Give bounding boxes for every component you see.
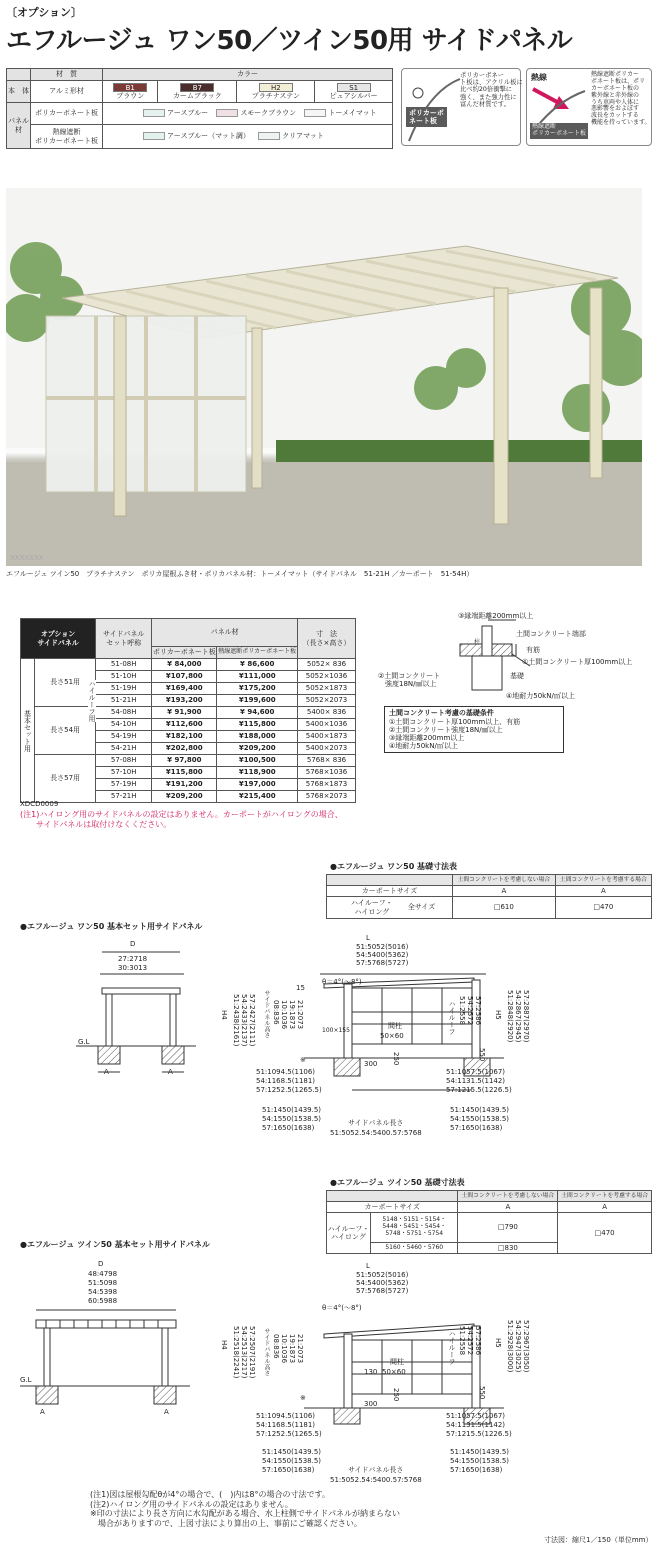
d2-H4v2: 54:2513(2217) (240, 1326, 249, 1379)
dimension: 5768×2073 (298, 791, 356, 803)
header-kicker: 〔オプション〕 (6, 6, 83, 19)
carport-illustration (6, 188, 642, 566)
base1-a2: A (555, 886, 651, 897)
base1-table (326, 874, 652, 919)
price-row (21, 755, 356, 767)
base1-v2: □470 (555, 897, 651, 919)
material-aluminum: アルミ形材 (31, 81, 103, 103)
d1-title: ●エフルージュ ワン50 基本セット用サイドパネル (20, 922, 203, 931)
d2-L2: 54:5400(5362) (356, 1279, 409, 1287)
d2-H4v1: 51:2518(2241) (232, 1326, 241, 1379)
d2-sv4: 21:2073 (296, 1334, 305, 1364)
base2-type: ハイルーフ・ ハイロング (327, 1213, 371, 1254)
price-heat: ¥100,500 (217, 755, 298, 767)
d1-theta: θ＝4°(〜8°) (322, 978, 362, 986)
color-h2: H2 プラチナステン (237, 81, 315, 103)
d1-H5: H5 (494, 1010, 503, 1020)
d1-hrv3: 57:2586 (474, 996, 483, 1026)
group-label: 長さ57用 (35, 755, 96, 803)
found-edge: ③縁端距離200mm以上 (458, 612, 534, 620)
d1-star: ※ (300, 1056, 306, 1064)
base1-v1: □610 (453, 897, 556, 919)
d2-H4: H4 (220, 1340, 229, 1350)
heat-badge: 熱線遮断 ポリカーボネート板 (532, 123, 586, 137)
base2-a1: A (458, 1202, 558, 1213)
d1-lb3: 57:1252.5(1265.5) (256, 1086, 322, 1094)
d1-lb1: 51:1094.5(1106) (256, 1068, 316, 1076)
found-strength: ②土間コンクリート 強度18N/㎟以上 (378, 672, 441, 689)
found-thick: ①土間コンクリート厚100mm以上 (522, 658, 633, 666)
d2-post: 間柱 (390, 1358, 404, 1366)
price-code: XDCD0009 (20, 800, 59, 808)
d1-gl: G.L (78, 1038, 90, 1046)
scale-note: 寸法図：縮尺1／150（単位mm） (544, 1536, 653, 1544)
price-heat: ¥118,900 (217, 767, 298, 779)
base2-s2: 5160・5460・5760 (371, 1243, 458, 1254)
d2-rb2: 54:1131.5(1142) (446, 1421, 506, 1429)
d2-H4v3: 57:2507(2191) (248, 1326, 257, 1379)
d1-rb2: 54:1131.5(1142) (446, 1077, 506, 1085)
d1-box: 100×155 (322, 1027, 350, 1034)
poly-options: アースブルー スモークブラウン トーメイマット (103, 103, 393, 125)
cond-3: ③縁端距離200mm以上 (389, 734, 465, 743)
d1-H5v3: 57:2887(2970) (522, 990, 531, 1043)
material-heat-1: 熱線遮断 (52, 128, 81, 137)
d2-front-view (20, 1306, 190, 1416)
info-poly-box (401, 68, 521, 146)
base1-h1: 土間コンクリートを考慮しない場合 (453, 875, 556, 886)
dimension: 5052× 836 (298, 659, 356, 671)
d1-lc1: 51:1450(1439.5) (262, 1106, 322, 1114)
base1-title: ●エフルージュ ワン50 基礎寸法表 (330, 862, 458, 871)
d1-H4v3: 57:2427(2111) (248, 994, 257, 1047)
cond-1: ①土間コンクリート厚100mm以上、有筋 (389, 718, 521, 727)
d2-hrv3: 57:2586 (474, 1326, 483, 1356)
price-note: (注1)ハイロング用のサイドパネルの設定はありません。カーポートがハイロングの場合、 サイドパネルは取付けなくください。 (20, 810, 343, 829)
price-poly: ¥115,800 (152, 767, 217, 779)
price-heat: ¥111,000 (217, 671, 298, 683)
row-panel: パネル材 (7, 103, 31, 149)
set-code: 51-19H (96, 683, 152, 695)
d1-a-right: A (168, 1068, 173, 1076)
material-poly: ポリカーボネート板 (31, 103, 103, 125)
col-poly: ポリカーボネート板 (152, 647, 217, 659)
foundation-diagram (370, 612, 652, 766)
base2-v2: □830 (458, 1243, 558, 1254)
d1-300: 300 (364, 1060, 378, 1068)
price-poly: ¥193,200 (152, 695, 217, 707)
col-material: 材 質 (31, 69, 103, 81)
d1-d2: 30:3013 (118, 964, 148, 972)
d1-H5v1: 51:2848(2920) (506, 990, 515, 1043)
material-heat-2: ポリカーボネート板 (35, 136, 98, 145)
d2-hr: ハイルーフ (448, 1330, 457, 1365)
base2-title: ●エフルージュ ツイン50 基礎寸法表 (330, 1178, 465, 1187)
d1-L1: 51:5052(5016) (356, 943, 409, 951)
note-2: (注2)ハイロング用のサイドパネルの設定はありません。 (90, 1499, 293, 1509)
set-code: 54-21H (96, 743, 152, 755)
d1-H4v1: 51:2438(2161) (232, 994, 241, 1047)
d2-L: L (366, 1262, 370, 1270)
d1-L: L (366, 934, 370, 942)
base2-v3: □470 (558, 1213, 652, 1254)
base2-s1: 5148・5151・5154・ 5448・5451・5454・ 5748・5751・5754 (371, 1213, 458, 1243)
d1-15: 15 (296, 984, 305, 992)
price-heat: ¥175,200 (217, 683, 298, 695)
price-heat: ¥ 94,600 (217, 707, 298, 719)
col-color: カラー (103, 69, 393, 81)
d2-H5: H5 (494, 1338, 503, 1348)
dimension: 5052×1873 (298, 683, 356, 695)
d2-star: ※ (300, 1394, 306, 1402)
group-label: 長さ51用 (35, 659, 96, 707)
price-row (21, 707, 356, 719)
d1-postv: 50×60 (380, 1032, 404, 1040)
d2-rc3: 57:1650(1638) (450, 1466, 503, 1474)
price-poly: ¥191,200 (152, 779, 217, 791)
photo-caption: エフルージュ ツイン50 プラチナステン ポリカ屋根ふき材・ポリカパネル材：トーメイマット（サイドパネル 51-21H ／カーポート 51-54H） (6, 570, 474, 578)
dimension: 5052×1036 (298, 671, 356, 683)
d2-title: ●エフルージュ ツイン50 基本セット用サイドパネル (20, 1240, 210, 1249)
d1-550: 550 (478, 1048, 487, 1062)
d2-H5v1: 51:2928(3000) (506, 1320, 515, 1373)
price-poly: ¥ 97,800 (152, 755, 217, 767)
dimension: 5052×2073 (298, 695, 356, 707)
d2-postv: 50×60 (382, 1368, 406, 1376)
d1-sv1: 08:836 (272, 1000, 281, 1025)
d2-lc2: 54:1550(1538.5) (262, 1457, 322, 1465)
d2-550: 550 (478, 1386, 487, 1400)
d2-gl: G.L (20, 1376, 32, 1384)
col-option: オプション サイドパネル (21, 619, 96, 659)
cond-4: ④地耐力50kN/㎡以上 (389, 742, 458, 751)
d1-sl: サイドパネル長さ (348, 1119, 404, 1127)
col-set: サイドパネル セット呼称 (96, 619, 152, 659)
price-poly: ¥ 84,000 (152, 659, 217, 671)
d2-rc1: 51:1450(1439.5) (450, 1448, 510, 1456)
d2-lc3: 57:1650(1638) (262, 1466, 315, 1474)
base1-all: 全サイズ (407, 903, 436, 912)
d2-box: 130 (364, 1368, 378, 1376)
d1-d1: 27:2718 (118, 955, 148, 963)
price-poly: ¥ 91,900 (152, 707, 217, 719)
heat-info-text: 熱線遮断ポリカー ボネート板は、ポリ カーボネート板の 紫外線と赤外線の うち車両や人体に 悪影響をおよぼす 波長をカットする 機能を持っています。 (591, 71, 651, 127)
poly-info-text: ポリカーボネー ト板は、アクリル板に 比べ約20倍衝撃に 強く、また強力性に 富んだ材質です。 (460, 72, 523, 108)
d1-hrv1: 51:2558 (458, 996, 467, 1026)
price-row (21, 659, 356, 671)
d1-hrv2: 54:2572 (466, 996, 475, 1026)
high-roof-label: ハイルーフ用 (88, 680, 97, 722)
d2-sv1: 08:836 (272, 1334, 281, 1359)
col-panel: パネル材 (152, 619, 298, 647)
d2-d3: 54:5398 (88, 1288, 118, 1296)
dimension: 5768×1036 (298, 767, 356, 779)
d2-hrv2: 54:2572 (466, 1326, 475, 1356)
col-heat: 熱線遮断ポリカーボネート板 (217, 647, 298, 659)
product-photo (6, 188, 642, 566)
footer-notes (90, 1490, 540, 1528)
d1-rc1: 51:1450(1439.5) (450, 1106, 510, 1114)
d1-D: D (130, 940, 136, 948)
found-base: 基礎 (510, 672, 524, 680)
group-label: 長さ54用 (35, 707, 96, 755)
d1-lc2: 54:1550(1538.5) (262, 1115, 322, 1123)
d1-sv2: 10:1036 (280, 1000, 289, 1030)
found-end: 土間コンクリート端部 (516, 630, 586, 638)
d2-lb1: 51:1094.5(1106) (256, 1412, 316, 1420)
set-code: 54-08H (96, 707, 152, 719)
price-heat: ¥215,400 (217, 791, 298, 803)
d2-a-right: A (164, 1408, 169, 1416)
set-code: 57-08H (96, 755, 152, 767)
base-set-label: 基本セット用 (21, 659, 35, 803)
price-poly: ¥209,200 (152, 791, 217, 803)
cond-title: 土間コンクリート考慮の基礎条件 (389, 709, 494, 717)
set-code: 51-08H (96, 659, 152, 671)
price-poly: ¥169,400 (152, 683, 217, 695)
base2-h2: 土間コンクリートを考慮する場合 (558, 1191, 652, 1202)
info-heat-box (526, 68, 652, 146)
price-heat: ¥209,200 (217, 743, 298, 755)
d1-H5v2: 54:2867(2945) (514, 990, 523, 1043)
note-1: (注1)図は屋根勾配θが4°の場合で、( )内は8°の場合の寸法です。 (90, 1490, 330, 1499)
poly-badge: ポリカーボ ネート板 (406, 107, 447, 127)
d1-a-left: A (104, 1068, 109, 1076)
base1-h2: 土間コンクリートを考慮する場合 (555, 875, 651, 886)
price-poly: ¥182,100 (152, 731, 217, 743)
price-poly: ¥112,600 (152, 719, 217, 731)
d2-theta: θ＝4°(〜8°) (322, 1304, 362, 1312)
heat-label: 熱線 (531, 73, 547, 82)
base2-h1: 土間コンクリートを考慮しない場合 (458, 1191, 558, 1202)
d2-lb3: 57:1252.5(1265.5) (256, 1430, 322, 1438)
set-code: 51-10H (96, 671, 152, 683)
d1-L2: 54:5400(5362) (356, 951, 409, 959)
d2-300: 300 (364, 1400, 378, 1408)
dimension: 5768× 836 (298, 755, 356, 767)
price-heat: ¥115,800 (217, 719, 298, 731)
set-code: 57-21H (96, 791, 152, 803)
d2-d4: 60:5988 (88, 1297, 118, 1305)
d2-sv2: 10:1036 (280, 1334, 289, 1364)
price-poly: ¥202,800 (152, 743, 217, 755)
d1-lb2: 54:1168.5(1181) (256, 1077, 316, 1085)
base1-a1: A (453, 886, 556, 897)
d1-L3: 57:5768(5727) (356, 959, 409, 967)
d2-L3: 57:5768(5727) (356, 1287, 409, 1295)
color-b1: B1 ブラウン (103, 81, 158, 103)
d1-250: 250 (392, 1052, 401, 1066)
found-bar: 有筋 (526, 646, 540, 654)
base2-v1: □790 (458, 1213, 558, 1243)
found-soil: ④地耐力50kN/㎡以上 (506, 692, 575, 700)
d1-hr: ハイルーフ (448, 1000, 457, 1035)
row-body: 本 体 (7, 81, 31, 103)
d2-slv: 51:5052.54:5400.57:5768 (330, 1476, 422, 1484)
price-heat: ¥197,000 (217, 779, 298, 791)
d2-rb1: 51:1057.5(1067) (446, 1412, 506, 1420)
color-s1: S1 ピュアシルバー (315, 81, 393, 103)
base1-size: カーポートサイズ (327, 886, 453, 897)
d2-d2: 51:5098 (88, 1279, 118, 1287)
note-4: 場合がありますので、上図寸法により算出の上、事前にご確認ください。 (90, 1518, 362, 1528)
d2-lc1: 51:1450(1439.5) (262, 1448, 322, 1456)
set-code: 54-10H (96, 719, 152, 731)
price-table (20, 618, 356, 803)
d1-post: 間柱 (388, 1022, 402, 1030)
base2-size: カーポートサイズ (327, 1202, 458, 1213)
d2-rc2: 54:1550(1538.5) (450, 1457, 510, 1465)
dimension: 5768×1873 (298, 779, 356, 791)
d1-sv3: 19:1873 (288, 1000, 297, 1030)
d1-rb3: 57:1215.5(1226.5) (446, 1086, 512, 1094)
price-heat: ¥188,000 (217, 731, 298, 743)
cond-2: ②土間コンクリート強度18N/㎟以上 (389, 726, 503, 735)
found-post: 柱 (474, 639, 481, 646)
d2-d1: 48:4798 (88, 1270, 118, 1278)
set-code: 54-19H (96, 731, 152, 743)
d1-side: サイドパネル高さ (262, 990, 270, 1038)
found-conditions (384, 706, 564, 753)
base2-table (326, 1190, 652, 1254)
base1-type: ハイルーフ・ ハイロング (350, 899, 393, 916)
d2-rb3: 57:1215.5(1226.5) (446, 1430, 512, 1438)
d2-250: 250 (392, 1388, 401, 1402)
price-poly: ¥107,800 (152, 671, 217, 683)
d1-lc3: 57:1650(1638) (262, 1124, 315, 1132)
d2-H5v2: 54:2947(3025) (514, 1320, 523, 1373)
color-b7: B7 カームブラック (158, 81, 237, 103)
d1-H4: H4 (220, 1010, 229, 1020)
photo-watermark: XXXXXXX (10, 554, 44, 562)
d2-a-left: A (40, 1408, 45, 1416)
set-code: 57-19H (96, 779, 152, 791)
note-3: ※印の寸法により長さ方向に水勾配がある場合、水上柱側でサイドパネルが納まらない (90, 1509, 400, 1519)
spec-table (6, 68, 393, 149)
d2-sl: サイドパネル長さ (348, 1466, 404, 1474)
d1-rc3: 57:1650(1638) (450, 1124, 503, 1132)
d2-hrv1: 51:2558 (458, 1326, 467, 1356)
page-title: エフルージュ ワン50／ツイン50用 サイドパネル (6, 26, 573, 56)
dimension: 5400×2073 (298, 743, 356, 755)
price-heat: ¥199,600 (217, 695, 298, 707)
base2-a2: A (558, 1202, 652, 1213)
d1-H4v2: 54:2433(2137) (240, 994, 249, 1047)
d1-sv4: 21:2073 (296, 1000, 305, 1030)
d2-sv3: 19:1873 (288, 1334, 297, 1364)
d2-L1: 51:5052(5016) (356, 1271, 409, 1279)
dimension: 5400×1036 (298, 719, 356, 731)
d1-slv: 51:5052.54:5400.57:5768 (330, 1129, 422, 1137)
col-dim: 寸 法 （長さ×高さ） (298, 619, 356, 659)
set-code: 57-10H (96, 767, 152, 779)
price-heat: ¥ 86,600 (217, 659, 298, 671)
d2-side: サイドパネル高さ (262, 1328, 270, 1376)
dimension: 5400×1873 (298, 731, 356, 743)
d2-lb2: 54:1168.5(1181) (256, 1421, 316, 1429)
set-code: 51-21H (96, 695, 152, 707)
d1-rc2: 54:1550(1538.5) (450, 1115, 510, 1123)
dimension: 5400× 836 (298, 707, 356, 719)
heat-options: アースブルー（マット調） クリアマット (103, 125, 393, 149)
d1-rb1: 51:1057.5(1067) (446, 1068, 506, 1076)
d2-H5v3: 57:2967(3050) (522, 1320, 531, 1373)
d2-D: D (98, 1260, 104, 1268)
